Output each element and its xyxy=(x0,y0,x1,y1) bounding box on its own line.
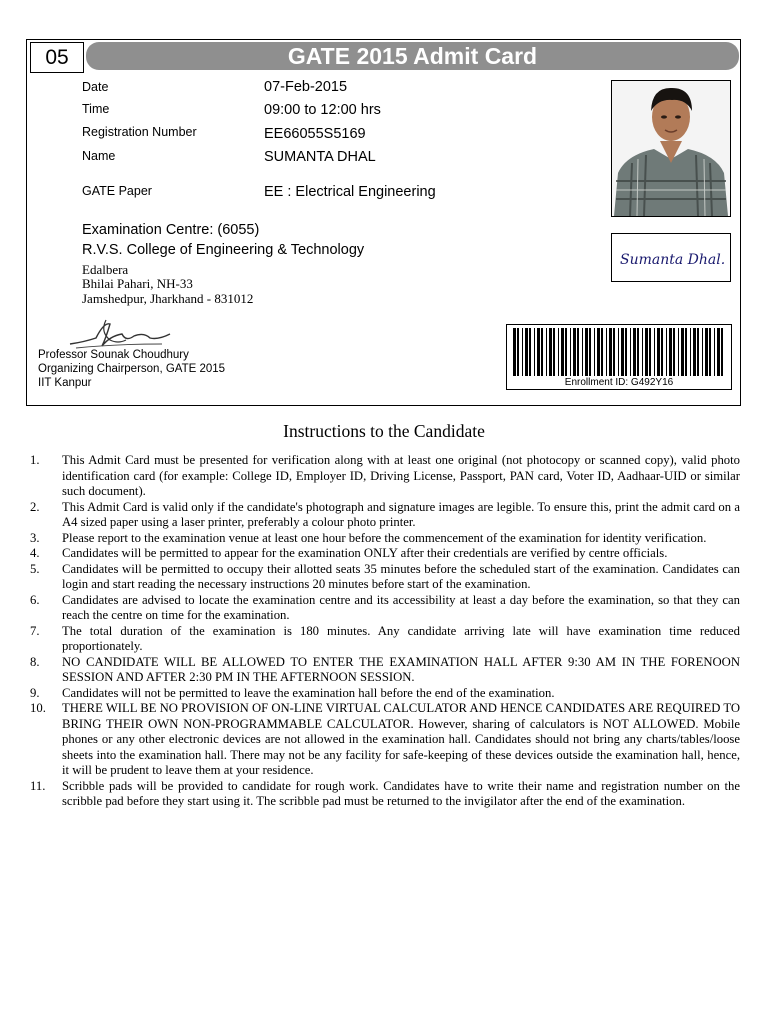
instruction-number: 11. xyxy=(30,778,46,793)
instruction-item xyxy=(30,779,740,810)
barcode-bar xyxy=(642,328,643,376)
barcode-bar xyxy=(661,328,663,376)
barcode-bar xyxy=(541,328,543,376)
barcode-bar xyxy=(618,328,619,376)
registration-value: EE66055S5169 xyxy=(264,126,366,142)
instruction-text: Scribble pads will be provided to candidate for rough work. Candidates have to write their name and registration number on the scribble pad before they start using it. The scribble pad must be returned to the invigilator after the end of the examination. xyxy=(62,778,740,808)
barcode-bar xyxy=(657,328,660,376)
instruction-text: Candidates will be permitted to appear for the examination ONLY after their credentials are verified by centre officials. xyxy=(62,546,668,560)
candidate-signature-image xyxy=(612,234,730,281)
instruction-number: 1. xyxy=(30,453,40,467)
time-label: Time xyxy=(82,102,110,116)
barcode-bar xyxy=(690,328,691,376)
barcode-bar xyxy=(537,328,540,376)
instruction-item xyxy=(30,593,740,624)
date-label: Date xyxy=(82,80,109,94)
instruction-item xyxy=(30,546,740,562)
exam-centre-college: R.V.S. College of Engineering & Technology xyxy=(82,242,365,258)
barcode-bar xyxy=(645,328,648,376)
exam-centre-address-line2: Bhilai Pahari, NH-33 xyxy=(82,276,193,291)
instruction-item xyxy=(30,701,740,779)
barcode-bar xyxy=(654,328,655,376)
barcode-bar xyxy=(669,328,672,376)
instruction-text: Candidates will not be permitted to leave the examination hall before the end of the examination. xyxy=(62,685,555,700)
barcode-icon xyxy=(507,328,731,378)
instruction-item xyxy=(30,624,740,655)
instruction-item xyxy=(30,453,740,500)
instruction-item xyxy=(30,686,740,702)
instruction-number: 8. xyxy=(30,654,40,669)
instruction-text: This Admit Card is valid only if the candidate's photograph and signature images are legible. To ensure this, print the admit card on a A4 sized paper using a laser printer, preferably a colour photo printer. xyxy=(62,499,740,529)
barcode-bar xyxy=(558,328,559,376)
barcode-bar xyxy=(709,328,711,376)
card-title: GATE 2015 Admit Card xyxy=(86,42,739,70)
barcode-bar xyxy=(681,328,684,376)
enrollment-id: Enrollment ID: G492Y16 xyxy=(564,377,674,388)
barcode-bar xyxy=(577,328,579,376)
barcode-bar xyxy=(705,328,708,376)
instruction-item xyxy=(30,562,740,593)
exam-centre-address-line1: Edalbera xyxy=(82,262,129,277)
date-value: 07-Feb-2015 xyxy=(264,79,348,95)
instruction-number: 4. xyxy=(30,546,40,560)
exam-centre-address-line3: Jamshedpur, Jharkhand - 831012 xyxy=(82,291,254,306)
barcode-bar xyxy=(570,328,571,376)
barcode-bar xyxy=(582,328,583,376)
time-value: 09:00 to 12:00 hrs xyxy=(264,102,381,118)
instruction-number: 5. xyxy=(30,561,40,576)
exam-centre-title: Examination Centre: (6055) xyxy=(82,222,260,238)
serial-number: 05 xyxy=(30,42,84,73)
barcode-bar xyxy=(573,328,576,376)
barcode-bar xyxy=(717,328,720,376)
barcode-bar xyxy=(693,328,696,376)
instruction-text: THERE WILL BE NO PROVISION OF ON-LINE VIRTUAL CALCULATOR AND HENCE CANDIDATES ARE REQUIRED TO BRING THEIR OWN NON-PROGRAMMABLE CALCULATOR. However, sharing of calculators is NOT ALLOWED. Mobile phones or any other electronic devices are not allowed in the examination hall. Candidates should not bring any charts/tables/loose sheets into the examination hall. There may not be any facility for safe-keeping of these devices outside the examination hall, hence, it will be prudent to leave them at your residence. xyxy=(62,701,740,777)
chairperson-name: Professor Sounak Choudhury xyxy=(38,349,189,361)
barcode-bar xyxy=(685,328,687,376)
barcode-bar xyxy=(637,328,639,376)
barcode-bar xyxy=(649,328,651,376)
barcode-bar xyxy=(714,328,715,376)
barcode-bar xyxy=(697,328,699,376)
candidate-signature xyxy=(611,233,731,282)
barcode-bar xyxy=(561,328,564,376)
barcode-bar xyxy=(585,328,588,376)
instruction-item xyxy=(30,655,740,686)
instructions-title: Instructions to the Candidate xyxy=(283,421,485,441)
barcode-bar xyxy=(666,328,667,376)
instruction-text: This Admit Card must be presented for verification along with at least one original (not photocopy or scanned copy), valid photo identification card (for example: College ID, Employer ID, Driving License, Passport, PAN card, Voter ID, Aadhaar-UID or similar such document). xyxy=(62,453,740,498)
barcode-bar xyxy=(546,328,547,376)
candidate-photo-image xyxy=(612,81,730,216)
barcode-bar xyxy=(534,328,535,376)
instruction-item xyxy=(30,500,740,531)
instruction-text: Candidates are advised to locate the examination centre and its accessibility at least a day before the examination, so that they can reach the centre on time for the examination. xyxy=(62,592,740,622)
barcode-bar xyxy=(606,328,607,376)
barcode-bar xyxy=(525,328,528,376)
svg-text:Sumanta Dhal.: Sumanta Dhal. xyxy=(620,252,726,268)
barcode-bar xyxy=(609,328,612,376)
paper-label: GATE Paper xyxy=(82,184,152,198)
chairperson-role: Organizing Chairperson, GATE 2015 xyxy=(38,363,226,375)
instruction-number: 7. xyxy=(30,623,40,638)
candidate-photo xyxy=(611,80,731,217)
barcode-bar xyxy=(613,328,615,376)
barcode-bar xyxy=(529,328,531,376)
barcode-bar xyxy=(565,328,567,376)
instruction-text: Please report to the examination venue at least one hour before the commencement of the examination for identity verification. xyxy=(62,530,707,545)
barcode-bar xyxy=(702,328,703,376)
barcode-bar xyxy=(597,328,600,376)
instruction-text: NO CANDIDATE WILL BE ALLOWED TO ENTER THE EXAMINATION HALL AFTER 9:30 AM IN THE FORENOON SESSION AND AFTER 2:30 PM IN THE AFTERNOON SESSION. xyxy=(62,654,740,684)
barcode-bar xyxy=(522,328,523,376)
instruction-number: 3. xyxy=(30,530,40,545)
barcode-bar xyxy=(513,328,516,376)
instruction-number: 10. xyxy=(30,701,46,715)
name-value: SUMANTA DHAL xyxy=(264,149,376,165)
instruction-text: The total duration of the examination is 180 minutes. Any candidate arriving late will have examination time reduced proportionately. xyxy=(62,623,740,653)
name-label: Name xyxy=(82,149,116,163)
paper-value: EE : Electrical Engineering xyxy=(264,184,436,200)
barcode-bar xyxy=(678,328,679,376)
chairperson-signature xyxy=(66,314,176,354)
barcode-bar xyxy=(553,328,555,376)
barcode-bar xyxy=(621,328,624,376)
instruction-number: 9. xyxy=(30,685,40,700)
instructions-list xyxy=(30,453,740,810)
barcode-bar xyxy=(517,328,519,376)
instruction-text: Candidates will be permitted to occupy their allotted seats 35 minutes before the scheduled start of the examination. Candidates can login and start reading the necessary instructions 20 minutes before start of the examination. xyxy=(62,561,740,591)
barcode-bar xyxy=(625,328,627,376)
enrollment-barcode xyxy=(506,324,732,390)
chairperson-institute: IIT Kanpur xyxy=(38,377,92,389)
instruction-number: 2. xyxy=(30,499,40,514)
barcode-bar xyxy=(721,328,723,376)
barcode-bar xyxy=(601,328,603,376)
instruction-number: 6. xyxy=(30,592,40,607)
barcode-bar xyxy=(589,328,591,376)
barcode-bar xyxy=(549,328,552,376)
barcode-bar xyxy=(630,328,631,376)
barcode-bar xyxy=(633,328,636,376)
barcode-bar xyxy=(594,328,595,376)
barcode-bar xyxy=(673,328,675,376)
registration-label: Registration Number xyxy=(82,125,197,139)
instruction-item xyxy=(30,531,740,547)
